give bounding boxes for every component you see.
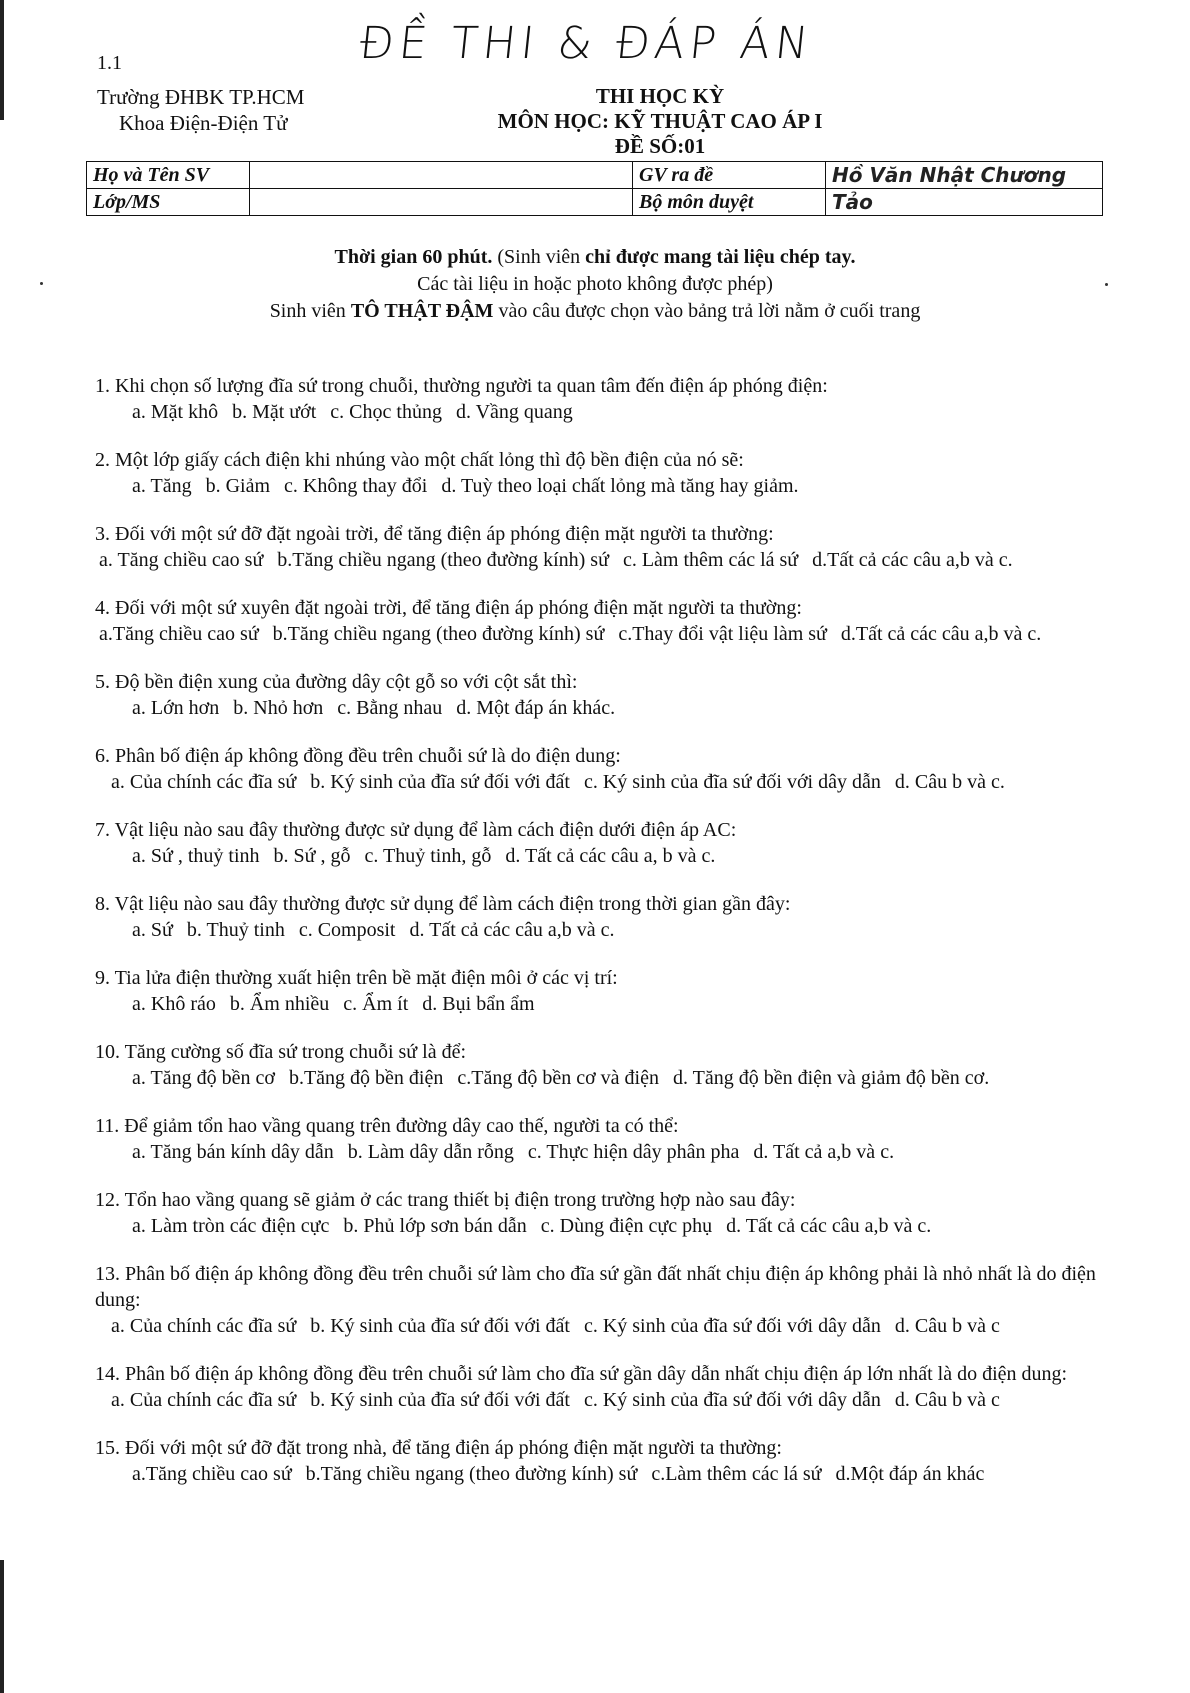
answer-option[interactable]: d. Tất cả các câu a, b và c. xyxy=(505,845,716,867)
answer-option[interactable]: c.Thay đổi vật liệu làm sứ xyxy=(618,623,827,645)
answer-option[interactable]: b. Phủ lớp sơn bán dẫn xyxy=(343,1215,527,1237)
instruction-line-1 xyxy=(120,244,1070,271)
answer-option[interactable]: c. Thuỷ tinh, gỗ xyxy=(364,845,492,867)
question-stem: 11. Để giảm tổn hao vầng quang trên đường dây cao thế, người ta có thể: xyxy=(95,1115,679,1137)
answer-option[interactable]: a. Tăng độ bền cơ xyxy=(132,1067,275,1089)
student-info-table xyxy=(86,161,1103,216)
fill-emphasis: TÔ THẬT ĐẬM xyxy=(350,300,494,322)
instruction-text: Sinh viên xyxy=(269,300,351,322)
exam-subject: MÔN HỌC: KỸ THUẬT CAO ÁP I xyxy=(497,109,823,133)
question xyxy=(95,891,1145,943)
question xyxy=(95,1261,1145,1339)
question-options xyxy=(95,1139,1145,1165)
answer-option[interactable]: d. Câu b và c xyxy=(894,1389,1000,1411)
question xyxy=(95,1039,1145,1091)
dept-label: Bộ môn duyệt xyxy=(633,189,826,216)
answer-option[interactable]: b.Tăng chiều ngang (theo đường kính) sứ xyxy=(277,549,609,571)
answer-option[interactable]: c.Làm thêm các lá sứ xyxy=(651,1463,822,1485)
answer-option[interactable]: a. Sứ xyxy=(132,919,173,941)
question-options xyxy=(95,621,1145,647)
answer-option[interactable]: b. Ẩm nhiều xyxy=(229,993,330,1015)
student-name-field[interactable] xyxy=(250,162,633,189)
question-stem: 8. Vật liệu nào sau đây thường được sử dụng để làm cách điện trong thời gian gần đây: xyxy=(95,893,791,915)
answer-option[interactable]: d.Một đáp án khác xyxy=(835,1463,985,1485)
answer-option[interactable]: b. Ký sinh của đĩa sứ đối với đất xyxy=(310,1389,570,1411)
answer-option[interactable]: c. Thực hiện dây phân pha xyxy=(527,1141,740,1163)
answer-option[interactable]: b.Tăng chiều ngang (theo đường kính) sứ xyxy=(272,623,605,645)
question-stem: 6. Phân bố điện áp không đồng đều trên chuỗi sứ là do điện dung: xyxy=(95,745,621,767)
answer-option[interactable]: a. Làm tròn các điện cực xyxy=(132,1215,330,1237)
answer-option[interactable]: a. Lớn hơn xyxy=(132,697,220,719)
answer-option[interactable]: c. Ký sinh của đĩa sứ đối với dây dẫn xyxy=(583,1389,881,1411)
question-stem: 1. Khi chọn số lượng đĩa sứ trong chuỗi, thường người ta quan tâm đến điện áp phóng điện: xyxy=(95,375,828,397)
question-stem: 14. Phân bố điện áp không đồng đều trên chuỗi sứ làm cho đĩa sứ gần dây dẫn nhất chịu điện áp lớn nhất là do điện dung: xyxy=(95,1363,1068,1385)
question-options xyxy=(95,843,1145,869)
answer-option[interactable]: a. Tăng chiều cao sứ xyxy=(99,549,264,571)
answer-option[interactable]: b. Thuỷ tinh xyxy=(186,919,285,941)
answer-option[interactable]: d. Câu b và c xyxy=(894,1315,1000,1337)
answer-option[interactable]: a. Sứ , thuỷ tinh xyxy=(132,845,260,867)
question-options xyxy=(95,1461,1145,1487)
instructions xyxy=(120,244,1070,325)
scan-speck xyxy=(40,282,43,285)
question-options xyxy=(95,1313,1145,1339)
question-stem: 3. Đối với một sứ đỡ đặt ngoài trời, để tăng điện áp phóng điện mặt người ta thường: xyxy=(95,523,774,545)
question-options xyxy=(95,547,1145,573)
answer-option[interactable]: b. Ký sinh của đĩa sứ đối với đất xyxy=(310,771,570,793)
question-stem: 15. Đối với một sứ đỡ đặt trong nhà, để tăng điện áp phóng điện mặt người ta thường: xyxy=(95,1437,782,1459)
question-options xyxy=(95,1387,1145,1413)
student-name-label: Họ và Tên SV xyxy=(87,162,250,189)
question xyxy=(95,1187,1145,1239)
time-limit: Thời gian 60 phút. xyxy=(334,246,493,268)
question xyxy=(95,669,1145,721)
teacher-label: GV ra đề xyxy=(633,162,826,189)
answer-option[interactable]: d. Tất cả các câu a,b và c. xyxy=(409,919,615,941)
answer-option[interactable]: c. Composit xyxy=(298,919,396,941)
instruction-line-3 xyxy=(120,298,1070,325)
question-options xyxy=(95,991,1145,1017)
question-list xyxy=(95,373,1145,1509)
question xyxy=(95,1113,1145,1165)
question-options xyxy=(95,917,1145,943)
answer-option[interactable]: a. Của chính các đĩa sứ xyxy=(111,771,297,793)
question xyxy=(95,447,1145,499)
answer-option[interactable]: b. Mặt ướt xyxy=(232,401,317,423)
question-stem: 2. Một lớp giấy cách điện khi nhúng vào một chất lỏng thì độ bền điện của nó sẽ: xyxy=(95,449,744,471)
question-options xyxy=(95,769,1145,795)
teacher-signature: Hồ Văn Nhật Chương xyxy=(826,162,1103,189)
answer-option[interactable]: a.Tăng chiều cao sứ xyxy=(99,623,259,645)
question-stem: 7. Vật liệu nào sau đây thường được sử dụng để làm cách điện dưới điện áp AC: xyxy=(95,819,737,841)
instruction-text: (Sinh viên xyxy=(492,246,586,268)
answer-option[interactable]: c. Chọc thủng xyxy=(330,401,442,423)
instruction-text: vào câu được chọn vào bảng trả lời nằm ở cuối trang xyxy=(493,300,921,322)
question xyxy=(95,1435,1145,1487)
question-stem: 4. Đối với một sứ xuyên đặt ngoài trời, để tăng điện áp phóng điện mặt người ta thường: xyxy=(95,597,802,619)
answer-option[interactable]: a. Mặt khô xyxy=(132,401,219,423)
question xyxy=(95,817,1145,869)
question xyxy=(95,521,1145,573)
document-code: 1.1 xyxy=(97,52,122,74)
answer-option[interactable]: d. Bụi bẩn ẩm xyxy=(422,993,535,1015)
answer-option[interactable]: b. Giảm xyxy=(205,475,271,497)
answer-option[interactable]: b. Nhỏ hơn xyxy=(233,697,324,719)
handwritten-title: ĐỀ THI & ĐÁP ÁN xyxy=(357,18,816,69)
dept-signature: Tảo xyxy=(826,189,1103,216)
answer-option[interactable]: d.Tất cả các câu a,b và c. xyxy=(840,623,1042,645)
question-options xyxy=(95,1213,1145,1239)
class-label: Lớp/MS xyxy=(87,189,250,216)
answer-option[interactable]: d. Vầng quang xyxy=(455,401,573,423)
question xyxy=(95,743,1145,795)
answer-option[interactable]: c. Làm thêm các lá sứ xyxy=(622,549,799,571)
school-header xyxy=(97,84,304,136)
answer-option[interactable]: a. Tăng bán kính dây dẫn xyxy=(132,1141,334,1163)
answer-option[interactable]: b. Sứ , gỗ xyxy=(273,845,351,867)
answer-option[interactable]: a. Tăng xyxy=(132,475,192,497)
answer-option[interactable]: a. Của chính các đĩa sứ xyxy=(111,1315,297,1337)
answer-option[interactable]: c. Không thay đổi xyxy=(284,475,428,497)
answer-option[interactable]: c.Tăng độ bền cơ và điện xyxy=(457,1067,659,1089)
question-stem: 10. Tăng cường số đĩa sứ trong chuỗi sứ là để: xyxy=(95,1041,467,1063)
question xyxy=(95,1361,1145,1413)
question-stem: 12. Tổn hao vầng quang sẽ giảm ở các trang thiết bị điện trong trường hợp nào sau đây: xyxy=(95,1189,796,1211)
answer-option[interactable]: a. Khô ráo xyxy=(132,993,216,1015)
answer-option[interactable]: d.Tất cả các câu a,b và c. xyxy=(812,549,1013,571)
school-name: Trường ĐHBK TP.HCM xyxy=(97,85,305,109)
scan-edge-bottom xyxy=(0,1560,4,1693)
materials-rule: chỉ được mang tài liệu chép tay. xyxy=(585,246,856,268)
answer-option[interactable]: b. Ký sinh của đĩa sứ đối với đất xyxy=(310,1315,570,1337)
exam-title: THI HỌC KỲ xyxy=(595,84,725,108)
answer-option[interactable]: d. Một đáp án khác. xyxy=(456,697,616,719)
question xyxy=(95,965,1145,1017)
exam-code: ĐỀ SỐ:01 xyxy=(614,134,706,158)
question-options xyxy=(95,1065,1145,1091)
faculty-name: Khoa Điện-Điện Tử xyxy=(119,111,288,135)
answer-option[interactable]: c. Ký sinh của đĩa sứ đối với dây dẫn xyxy=(583,771,881,793)
answer-option[interactable]: d. Câu b và c. xyxy=(894,771,1005,793)
answer-option[interactable]: b. Làm dây dẫn rỗng xyxy=(347,1141,514,1163)
answer-option[interactable]: c. Ẩm ít xyxy=(343,993,409,1015)
question xyxy=(95,595,1145,647)
question-options xyxy=(95,473,1145,499)
question-stem: 5. Độ bền điện xung của đường dây cột gỗ so với cột sắt thì: xyxy=(95,671,578,693)
question-stem: 9. Tia lửa điện thường xuất hiện trên bề mặt điện môi ở các vị trí: xyxy=(95,967,618,989)
answer-option[interactable]: d. Tuỳ theo loại chất lỏng mà tăng hay giảm. xyxy=(441,475,799,497)
class-field[interactable] xyxy=(250,189,633,216)
answer-option[interactable]: d. Tất cả a,b và c. xyxy=(753,1141,895,1163)
scan-speck xyxy=(1105,283,1108,286)
answer-option[interactable]: c. Dùng điện cực phụ xyxy=(540,1215,713,1237)
instruction-line-2: Các tài liệu in hoặc photo không được phép) xyxy=(417,273,773,295)
question-options xyxy=(95,695,1145,721)
answer-option[interactable]: b.Tăng độ bền điện xyxy=(288,1067,444,1089)
scan-edge-top xyxy=(0,0,4,120)
question xyxy=(95,373,1145,425)
answer-option[interactable]: a.Tăng chiều cao sứ xyxy=(132,1463,292,1485)
answer-option[interactable]: c. Ký sinh của đĩa sứ đối với dây dẫn xyxy=(583,1315,881,1337)
question-options xyxy=(95,399,1145,425)
answer-option[interactable]: c. Bằng nhau xyxy=(337,697,443,719)
answer-option[interactable]: d. Tất cả các câu a,b và c. xyxy=(726,1215,932,1237)
answer-option[interactable]: b.Tăng chiều ngang (theo đường kính) sứ xyxy=(305,1463,638,1485)
exam-header xyxy=(460,84,860,159)
question-stem: 13. Phân bố điện áp không đồng đều trên chuỗi sứ làm cho đĩa sứ gần đất nhất chịu điện áp không phải là nhỏ nhất là do điện dung: xyxy=(95,1263,1096,1311)
answer-option[interactable]: d. Tăng độ bền điện và giảm độ bền cơ. xyxy=(672,1067,990,1089)
answer-option[interactable]: a. Của chính các đĩa sứ xyxy=(111,1389,297,1411)
